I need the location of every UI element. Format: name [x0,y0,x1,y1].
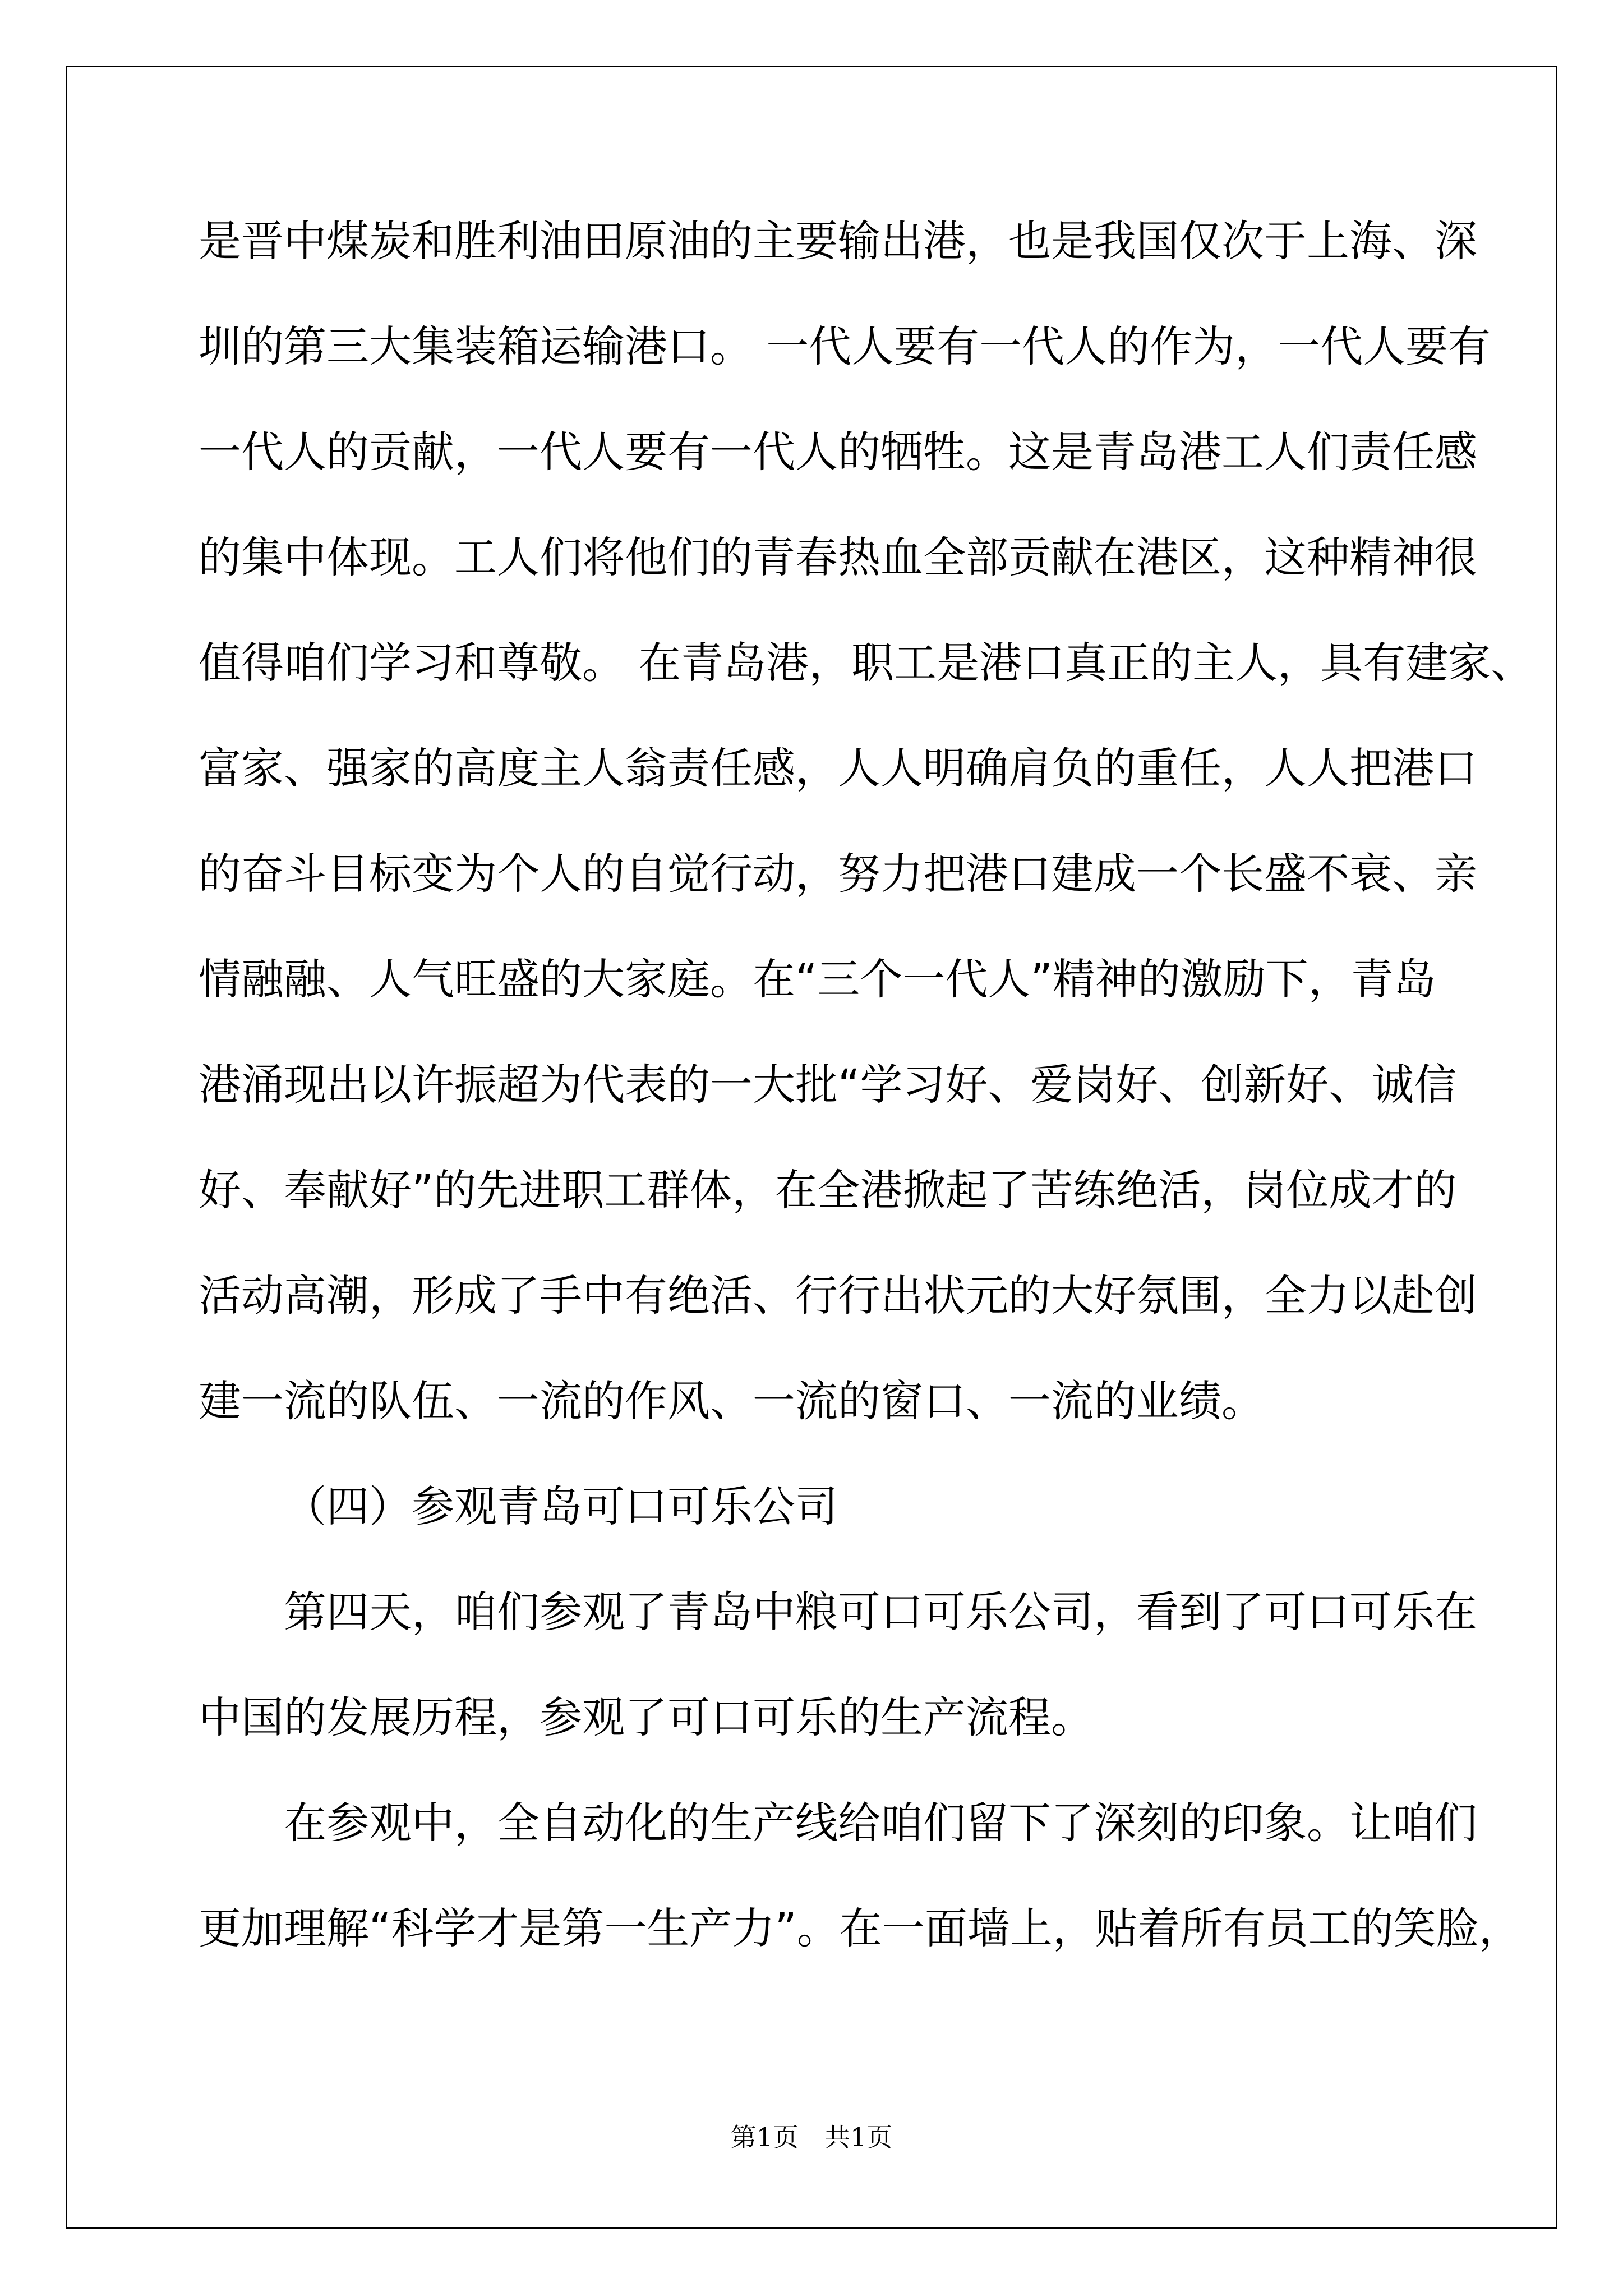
text-line: 中国的发展历程，参观了可口可乐的生产流程。 [199,1692,1094,1742]
text-line: 第四天，咱们参观了青岛中粮可口可乐公司，看到了可口可乐在 [284,1587,1477,1637]
text-line: 富家、强家的高度主人翁责任感，人人明确肩负的重任，人人把港口 [199,743,1477,793]
text-line: 更加理解“科学才是第一生产力”。在一面墙上，贴着所有员工的笑脸， [199,1903,1521,1953]
section-heading: （四）参观青岛可口可乐公司 [284,1481,838,1531]
text-line: 值得咱们学习和尊敬。 在青岛港，职工是港口真正的主人，具有建家、 [199,638,1534,688]
text-line: 的集中体现。工人们将他们的青春热血全部贡献在港区，这种精神很 [199,532,1477,582]
text-line: 在参观中，全自动化的生产线给咱们留下了深刻的印象。让咱们 [284,1798,1477,1848]
text-line: 是晋中煤炭和胜利油田原油的主要输出港，也是我国仅次于上海、深 [199,216,1477,266]
document-body [199,213,1534,2006]
text-line: 情融融、人气旺盛的大家庭。在“三个一代人”精神的激励下，青岛 [199,954,1436,1004]
page-footer [0,2122,1623,2153]
text-line: 建一流的队伍、一流的作风、一流的窗口、一流的业绩。 [199,1376,1264,1426]
text-line: 港涌现出以许振超为代表的一大批“学习好、爱岗好、创新好、诚信 [199,1060,1457,1110]
page-total: 共1页 [824,2122,893,2152]
text-line: 一代人的贡献，一代人要有一代人的牺牲。这是青岛港工人们责任感 [199,427,1477,477]
text-line: 的奋斗目标变为个人的自觉行动，努力把港口建成一个长盛不衰、亲 [199,849,1477,899]
text-line: 圳的第三大集装箱运输港口。 一代人要有一代人的作为，一代人要有 [199,321,1491,371]
text-line: 好、奉献好”的先进职工群体，在全港掀起了苦练绝活，岗位成才的 [199,1165,1457,1215]
page-number: 第1页 [730,2122,799,2152]
text-line: 活动高潮，形成了手中有绝活、行行出状元的大好氛围，全力以赴创 [199,1271,1477,1320]
